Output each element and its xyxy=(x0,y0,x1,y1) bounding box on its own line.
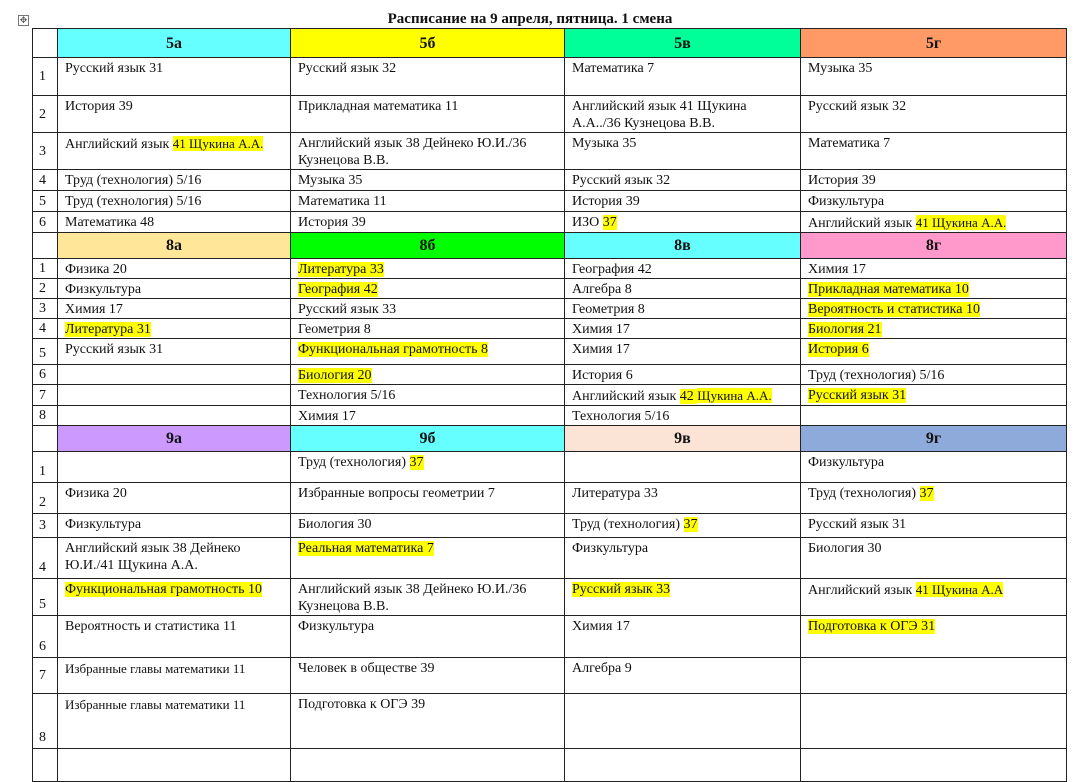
lesson-text: 41 Щукина А.А. xyxy=(915,215,1007,230)
lesson-row xyxy=(33,483,1067,514)
lesson-text: Химия 17 xyxy=(572,322,630,337)
lesson-cell[interactable] xyxy=(291,385,565,406)
lesson-cell[interactable] xyxy=(58,406,291,426)
corner-cell xyxy=(33,233,58,259)
lesson-text: История 39 xyxy=(572,194,640,209)
lesson-text: Литература 33 xyxy=(572,486,658,501)
lesson-text: Функциональная грамотность 8 xyxy=(298,342,488,357)
lesson-text: Геометрия 8 xyxy=(572,302,645,317)
lesson-row xyxy=(33,133,1067,170)
lesson-cell[interactable] xyxy=(291,96,565,133)
lesson-cell[interactable] xyxy=(565,170,801,191)
lesson-text: Химия 17 xyxy=(65,302,123,317)
move-handle-icon[interactable]: ✥ xyxy=(19,16,28,26)
lesson-cell[interactable] xyxy=(565,279,801,299)
lesson-cell[interactable] xyxy=(565,339,801,365)
lesson-cell[interactable] xyxy=(801,514,1067,538)
lesson-cell[interactable] xyxy=(801,385,1067,406)
lesson-text: Труд (технология) xyxy=(808,486,920,501)
lesson-text: Английский язык 38 Дейнеко Ю.И./36 Кузнецова В.В. xyxy=(298,136,527,168)
class-header-5б: 5б xyxy=(291,29,565,58)
lesson-cell[interactable] xyxy=(565,385,801,406)
lesson-number: 2 xyxy=(33,96,58,133)
class-header-8б: 8б xyxy=(291,233,565,259)
lesson-text: Технология 5/16 xyxy=(572,409,670,424)
lesson-text: Английский язык 38 Дейнеко Ю.И./41 Щукина А.А. xyxy=(65,541,241,573)
class-header-row xyxy=(33,29,1067,58)
lesson-cell[interactable] xyxy=(58,579,291,616)
lesson-cell[interactable] xyxy=(58,514,291,538)
lesson-text: Физкультура xyxy=(65,282,142,297)
lesson-text: Музыка 35 xyxy=(298,173,363,188)
lesson-text: Физкультура xyxy=(298,619,375,634)
lesson-text: Алгебра 8 xyxy=(572,282,632,297)
lesson-text: Реальная математика 7 xyxy=(298,541,434,556)
lesson-row xyxy=(33,579,1067,616)
lesson-text: Вероятность и статистика 10 xyxy=(808,302,980,317)
lesson-text: Труд (технология) xyxy=(572,517,684,532)
lesson-text: Подготовка к ОГЭ 39 xyxy=(298,697,426,712)
lesson-row xyxy=(33,170,1067,191)
lesson-cell[interactable] xyxy=(801,406,1067,426)
lesson-number: 1 xyxy=(33,58,58,96)
lesson-text: ИЗО xyxy=(572,215,603,230)
lesson-cell[interactable] xyxy=(801,538,1067,579)
lesson-row xyxy=(33,694,1067,749)
lesson-cell[interactable] xyxy=(291,365,565,385)
lesson-text: Труд (технология) 5/16 xyxy=(65,194,202,209)
lesson-text: 41 Щукина А.А. xyxy=(172,136,264,151)
lesson-text: Русский язык 31 xyxy=(808,388,907,403)
lesson-text: Прикладная математика 10 xyxy=(808,282,969,297)
lesson-text: Математика 7 xyxy=(808,136,891,151)
lesson-text: География 42 xyxy=(572,262,652,277)
lesson-row xyxy=(33,319,1067,339)
lesson-text: Биология 30 xyxy=(808,541,882,556)
lesson-text: Математика 48 xyxy=(65,215,155,230)
lesson-cell[interactable] xyxy=(801,133,1067,170)
lesson-cell[interactable] xyxy=(565,259,801,279)
lesson-cell[interactable] xyxy=(565,365,801,385)
class-header-row xyxy=(33,426,1067,452)
lesson-text: Труд (технология) 5/16 xyxy=(65,173,202,188)
lesson-text: Геометрия 8 xyxy=(298,322,371,337)
lesson-cell[interactable] xyxy=(58,385,291,406)
lesson-number: 3 xyxy=(33,514,58,538)
lesson-cell[interactable] xyxy=(291,579,565,616)
lesson-number: 8 xyxy=(33,406,58,426)
lesson-cell[interactable] xyxy=(58,58,291,96)
lesson-cell[interactable] xyxy=(291,319,565,339)
lesson-cell[interactable] xyxy=(291,514,565,538)
lesson-text: Русский язык 31 xyxy=(65,61,164,76)
lesson-row xyxy=(33,212,1067,233)
lesson-cell[interactable] xyxy=(565,658,801,694)
lesson-text: Физкультура xyxy=(808,455,885,470)
lesson-cell[interactable] xyxy=(291,191,565,212)
lesson-cell[interactable] xyxy=(801,339,1067,365)
lesson-text: Русский язык 32 xyxy=(298,61,397,76)
lesson-number: 5 xyxy=(33,191,58,212)
lesson-text: Русский язык 31 xyxy=(808,517,907,532)
lesson-number: 7 xyxy=(33,385,58,406)
lesson-row xyxy=(33,96,1067,133)
lesson-text: История 39 xyxy=(298,215,366,230)
class-header-8в: 8в xyxy=(565,233,801,259)
lesson-cell[interactable] xyxy=(58,658,291,694)
class-header-row xyxy=(33,233,1067,259)
class-header-5г: 5г xyxy=(801,29,1067,58)
lesson-text: Избранные главы математики 11 xyxy=(65,661,246,676)
lesson-cell[interactable] xyxy=(565,319,801,339)
lesson-cell[interactable] xyxy=(565,452,801,483)
lesson-text: Русский язык 32 xyxy=(572,173,671,188)
lesson-cell[interactable] xyxy=(565,212,801,233)
lesson-text: 37 xyxy=(602,215,617,230)
lesson-row xyxy=(33,616,1067,658)
lesson-cell[interactable] xyxy=(58,133,291,170)
lesson-cell[interactable] xyxy=(565,694,801,749)
lesson-text: Химия 17 xyxy=(572,619,630,634)
lesson-cell[interactable] xyxy=(565,514,801,538)
lesson-number: 8 xyxy=(33,694,58,749)
lesson-number: 5 xyxy=(33,339,58,365)
lesson-cell[interactable] xyxy=(565,191,801,212)
lesson-text: География 42 xyxy=(298,282,378,297)
lesson-row xyxy=(33,365,1067,385)
lesson-text: Функциональная грамотность 10 xyxy=(65,582,262,597)
lesson-text: Человек в обществе 39 xyxy=(298,661,435,676)
lesson-number: 3 xyxy=(33,299,58,319)
lesson-cell[interactable] xyxy=(565,483,801,514)
lesson-cell[interactable] xyxy=(801,299,1067,319)
lesson-text: Физика 20 xyxy=(65,262,127,277)
lesson-cell[interactable] xyxy=(291,694,565,749)
lesson-text: Музыка 35 xyxy=(572,136,637,151)
lesson-cell[interactable] xyxy=(291,170,565,191)
lesson-row xyxy=(33,406,1067,426)
lesson-text: Физкультура xyxy=(572,541,649,556)
class-header-5в: 5в xyxy=(565,29,801,58)
lesson-text: Алгебра 9 xyxy=(572,661,632,676)
lesson-text: Физкультура xyxy=(808,194,885,209)
lesson-cell[interactable] xyxy=(291,483,565,514)
lesson-cell[interactable] xyxy=(801,694,1067,749)
lesson-number: 4 xyxy=(33,170,58,191)
lesson-cell[interactable] xyxy=(801,170,1067,191)
lesson-row xyxy=(33,385,1067,406)
lesson-text: История 39 xyxy=(808,173,876,188)
lesson-cell[interactable] xyxy=(291,339,565,365)
lesson-cell[interactable] xyxy=(58,170,291,191)
lesson-cell[interactable] xyxy=(565,58,801,96)
lesson-text: Труд (технология) xyxy=(298,455,410,470)
lesson-cell[interactable] xyxy=(58,694,291,749)
schedule-table xyxy=(32,28,1067,782)
lesson-row xyxy=(33,658,1067,694)
lesson-cell[interactable] xyxy=(565,299,801,319)
class-header-9а: 9а xyxy=(58,426,291,452)
class-header-9б: 9б xyxy=(291,426,565,452)
lesson-cell[interactable] xyxy=(565,616,801,658)
lesson-cell[interactable] xyxy=(58,279,291,299)
lesson-cell[interactable] xyxy=(565,133,801,170)
empty-cell xyxy=(291,749,565,782)
lesson-text: 37 xyxy=(409,455,424,470)
lesson-text: Химия 17 xyxy=(808,262,866,277)
lesson-text: Английский язык 41 Щукина А.А../36 Кузнецова В.В. xyxy=(572,99,747,131)
lesson-cell[interactable] xyxy=(801,96,1067,133)
lesson-row xyxy=(33,191,1067,212)
lesson-number: 1 xyxy=(33,259,58,279)
lesson-text: Русский язык 32 xyxy=(808,99,907,114)
empty-cell xyxy=(565,749,801,782)
lesson-cell[interactable] xyxy=(58,616,291,658)
lesson-cell[interactable] xyxy=(58,452,291,483)
class-header-9в: 9в xyxy=(565,426,801,452)
lesson-cell[interactable] xyxy=(291,279,565,299)
lesson-text: Математика 7 xyxy=(572,61,655,76)
lesson-number: 1 xyxy=(33,452,58,483)
class-header-9г: 9г xyxy=(801,426,1067,452)
lesson-cell[interactable] xyxy=(801,319,1067,339)
empty-cell xyxy=(801,749,1067,782)
lesson-cell[interactable] xyxy=(801,259,1067,279)
lesson-number: 5 xyxy=(33,579,58,616)
lesson-row xyxy=(33,538,1067,579)
page-title: Расписание на 9 апреля, пятница. 1 смена xyxy=(387,11,673,27)
lesson-number: 6 xyxy=(33,616,58,658)
lesson-row xyxy=(33,279,1067,299)
lesson-cell[interactable] xyxy=(291,133,565,170)
lesson-text: Русский язык 31 xyxy=(65,342,164,357)
lesson-cell[interactable] xyxy=(565,538,801,579)
lesson-cell[interactable] xyxy=(291,658,565,694)
lesson-text: Английский язык xyxy=(808,216,916,231)
lesson-text: Вероятность и статистика 11 xyxy=(65,619,237,634)
lesson-cell[interactable] xyxy=(801,658,1067,694)
lesson-row xyxy=(33,339,1067,365)
lesson-text: Химия 17 xyxy=(298,409,356,424)
empty-cell xyxy=(58,749,291,782)
schedule-body xyxy=(33,29,1067,782)
lesson-number: 2 xyxy=(33,279,58,299)
lesson-text: Биология 20 xyxy=(298,368,372,383)
lesson-cell[interactable] xyxy=(565,96,801,133)
lesson-cell[interactable] xyxy=(801,365,1067,385)
lesson-text: Избранные вопросы геометрии 7 xyxy=(298,486,495,501)
lesson-number: 6 xyxy=(33,365,58,385)
lesson-cell[interactable] xyxy=(801,483,1067,514)
lesson-cell[interactable] xyxy=(58,319,291,339)
lesson-cell[interactable] xyxy=(291,299,565,319)
lesson-cell[interactable] xyxy=(291,406,565,426)
lesson-cell[interactable] xyxy=(801,212,1067,233)
lesson-text: Физика 20 xyxy=(65,486,127,501)
lesson-text: Биология 30 xyxy=(298,517,372,532)
lesson-row xyxy=(33,514,1067,538)
lesson-cell[interactable] xyxy=(801,191,1067,212)
lesson-number: 2 xyxy=(33,483,58,514)
lesson-text: Литература 33 xyxy=(298,262,384,277)
lesson-cell[interactable] xyxy=(291,259,565,279)
class-header-8г: 8г xyxy=(801,233,1067,259)
lesson-cell[interactable] xyxy=(58,339,291,365)
lesson-text: Русский язык 33 xyxy=(298,302,397,317)
lesson-cell[interactable] xyxy=(291,616,565,658)
lesson-cell[interactable] xyxy=(291,212,565,233)
lesson-cell[interactable] xyxy=(58,96,291,133)
lesson-row xyxy=(33,299,1067,319)
lesson-text: Русский язык 33 xyxy=(572,582,671,597)
lesson-row xyxy=(33,452,1067,483)
lesson-cell[interactable] xyxy=(801,279,1067,299)
lesson-text: Английский язык xyxy=(65,137,173,152)
lesson-cell[interactable] xyxy=(801,58,1067,96)
empty-row xyxy=(33,749,1067,782)
lesson-cell[interactable] xyxy=(801,452,1067,483)
lesson-cell[interactable] xyxy=(58,299,291,319)
lesson-text: 37 xyxy=(683,517,698,532)
lesson-number: 4 xyxy=(33,538,58,579)
lesson-cell[interactable] xyxy=(565,579,801,616)
lesson-cell[interactable] xyxy=(801,579,1067,616)
lesson-cell[interactable] xyxy=(291,452,565,483)
lesson-text: Математика 11 xyxy=(298,194,387,209)
lesson-text: История 6 xyxy=(808,342,869,357)
lesson-text: Подготовка к ОГЭ 31 xyxy=(808,619,936,634)
lesson-number: 4 xyxy=(33,319,58,339)
lesson-cell[interactable] xyxy=(58,212,291,233)
lesson-text: Труд (технология) 5/16 xyxy=(808,368,945,383)
lesson-text: Литература 31 xyxy=(65,322,151,337)
lesson-text: Щукина А.А. xyxy=(697,388,772,403)
lesson-text: Английский язык 38 Дейнеко Ю.И./36 Кузнецова В.В. xyxy=(298,582,527,614)
lesson-text: История 6 xyxy=(572,368,633,383)
lesson-text: Английский язык xyxy=(572,389,680,404)
lesson-number: 3 xyxy=(33,133,58,170)
lesson-row xyxy=(33,58,1067,96)
class-header-5а: 5а xyxy=(58,29,291,58)
lesson-text: Химия 17 xyxy=(572,342,630,357)
lesson-text: Избранные главы математики 11 xyxy=(65,697,246,712)
lesson-number: 7 xyxy=(33,658,58,694)
lesson-number: 6 xyxy=(33,212,58,233)
lesson-cell[interactable] xyxy=(58,538,291,579)
lesson-cell[interactable] xyxy=(291,58,565,96)
lesson-text: Биология 21 xyxy=(808,322,882,337)
empty-cell xyxy=(33,749,58,782)
lesson-cell[interactable] xyxy=(58,365,291,385)
lesson-cell[interactable] xyxy=(291,538,565,579)
corner-cell xyxy=(33,426,58,452)
lesson-text: Музыка 35 xyxy=(808,61,873,76)
lesson-text: Прикладная математика 11 xyxy=(298,99,459,114)
lesson-cell[interactable] xyxy=(801,616,1067,658)
class-header-8а: 8а xyxy=(58,233,291,259)
corner-cell xyxy=(33,29,58,58)
lesson-text: 41 Щукина А.А xyxy=(915,582,1004,597)
lesson-text: 42 xyxy=(679,389,698,404)
lesson-cell[interactable] xyxy=(565,406,801,426)
lesson-row xyxy=(33,259,1067,279)
lesson-text: История 39 xyxy=(65,99,133,114)
lesson-text: 37 xyxy=(919,486,934,501)
lesson-cell[interactable] xyxy=(58,259,291,279)
lesson-text: Физкультура xyxy=(65,517,142,532)
lesson-text: Английский язык xyxy=(808,583,916,598)
lesson-text: Технология 5/16 xyxy=(298,388,396,403)
lesson-cell[interactable] xyxy=(58,191,291,212)
lesson-cell[interactable] xyxy=(58,483,291,514)
